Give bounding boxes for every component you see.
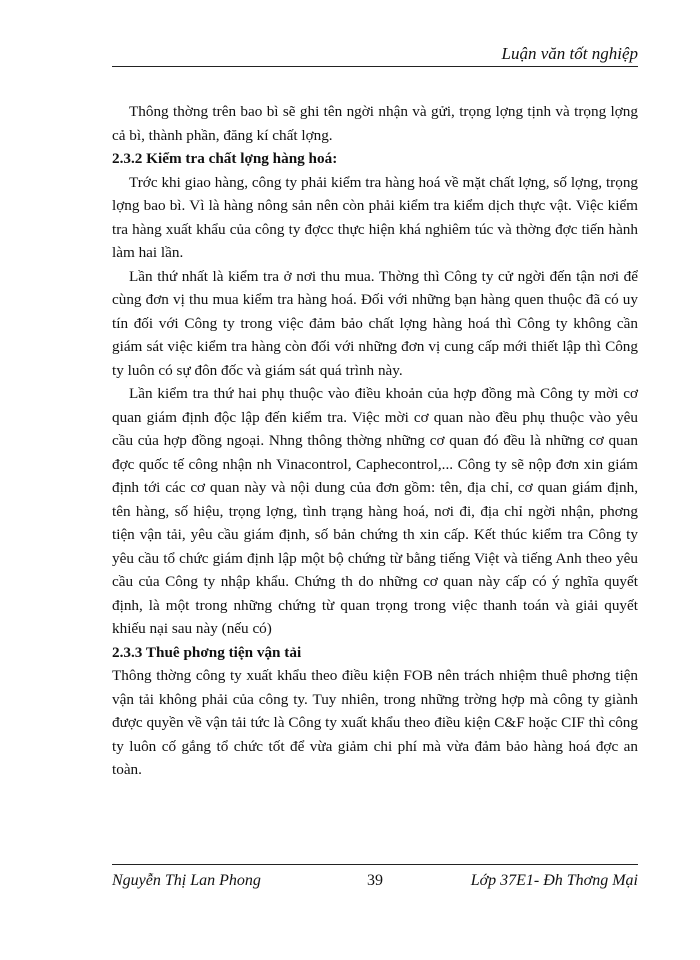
header-divider	[112, 66, 638, 67]
paragraph-quality-check-intro: Trớc khi giao hàng, công ty phải kiểm tra hàng hoá về mặt chất lợng, số lợng, trọng lợng bao bì. Vì là hàng nông sản nên còn phải kiểm tra kiểm dịch thực vật. Việc kiểm tra hàng xuất khẩu của công ty đợcc thực hiện khá nghiêm túc và thờng đợc tiến hành làm hai lần.	[112, 173, 638, 261]
footer-author: Nguyễn Thị Lan Phong	[112, 872, 261, 889]
footer-class-info: Lớp 37E1- Đh Thơng Mại	[470, 872, 638, 889]
paragraph-packaging: Thông thờng trên bao bì sẽ ghi tên ngời nhận và gửi, trọng lợng tịnh và trọng lợng cả bì, thành phần, đăng kí chất lợng.	[112, 103, 638, 144]
page-footer	[112, 872, 638, 896]
page-number: 39	[367, 872, 383, 889]
paragraph-first-inspection: Lần thứ nhất là kiểm tra ở nơi thu mua. Thờng thì Công ty cử ngời đến tận nơi để cùng đơn vị thu mua kiểm tra hàng hoá. Đối với những bạn hàng quen thuộc đã có uy tín đối với Công ty trong việc đảm bảo chất lợng hàng hoá thì Công ty không cần giám sát việc kiểm tra hàng còn đối với những đơn vị cung cấp mới thiết lập thì Công ty luôn có sự đôn đốc và giám sát quá trình này.	[112, 267, 638, 379]
paragraph-transport: Thông thờng công ty xuất khẩu theo điều kiện FOB nên trách nhiệm thuê phơng tiện vận tải không phải của công ty. Tuy nhiên, trong những trờng hợp mà công ty giành được quyền về vận tải tức là Công ty xuất khẩu theo điều kiện C&F hoặc CIF thì công ty luôn cố gắng tổ chức tốt để vừa giảm chi phí mà vừa đảm bảo hàng hoá đợc an toàn.	[112, 667, 638, 778]
footer-divider	[112, 864, 638, 865]
paragraph-second-inspection: Lần kiểm tra thứ hai phụ thuộc vào điều khoản của hợp đồng mà Công ty mời cơ quan giám định độc lập đến kiểm tra. Việc mời cơ quan nào đều phụ thuộc vào yêu cầu của hợp đồng ngoại. Nhng thông thờng những cơ quan đó đều là những cơ quan đợc quốc tế công nhận nh Vinacontrol, Caphecontrol,... Công ty sẽ nộp đơn xin giám định tới các cơ quan này và nội dung của đơn gồm: tên, địa chỉ, cơ quan giám định, tên hàng, số hiệu, trọng lợng, tình trạng hàng hoá, nơi đi, địa chỉ ngời nhận, phơng tiện vận tải, yêu cầu giám định, số bản chứng th xin cấp. Kết thúc kiểm tra Công ty yêu cầu tổ chức giám định lập một bộ chứng từ bằng tiếng Việt và tiếng Anh theo yêu cầu của Công ty nhập khẩu. Chứng th do những cơ quan này cấp có ý nghĩa quyết định, là một trong những chứng từ quan trọng trong việc thanh toán và giải quyết khiếu nại sau này (nếu có)	[112, 385, 638, 637]
document-body	[112, 100, 638, 782]
header-title: Luận văn tốt nghiệp	[501, 44, 638, 63]
section-heading-2-3-3: 2.3.3 Thuê phơng tiện vận tải	[112, 643, 302, 661]
section-heading-2-3-2: 2.3.2 Kiểm tra chất lợng hàng hoá:	[112, 150, 338, 167]
